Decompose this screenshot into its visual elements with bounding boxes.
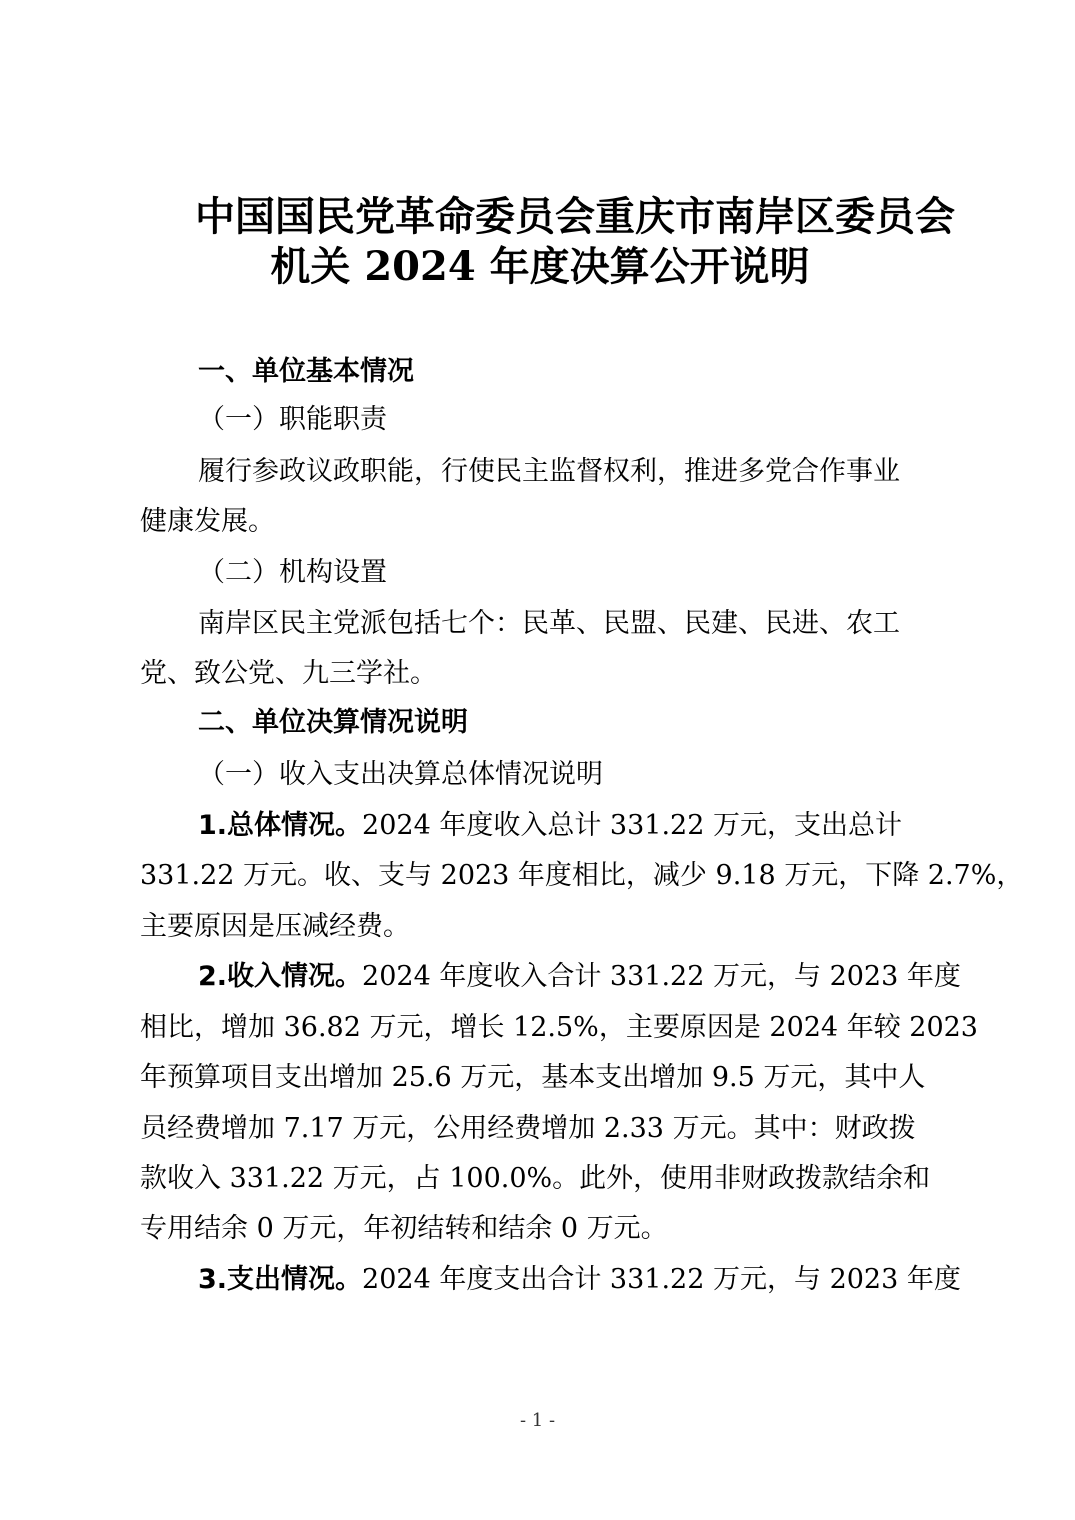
paragraph-income-line1 (198, 957, 961, 997)
page-number: - 1 - (519, 1410, 556, 1431)
paragraph-line: 331.22 万元。收、支与 2023 年度相比，减少 9.18 万元，下降 2.7%， (140, 860, 1024, 891)
paragraph-line: 党、致公党、九三学社。 (140, 658, 437, 689)
paragraph-lead: 2.收入情况。 (198, 961, 363, 992)
paragraph-line: 主要原因是压减经费。 (140, 911, 410, 942)
paragraph-line: 南岸区民主党派包括七个：民革、民盟、民建、民进、农工 (198, 608, 900, 639)
paragraph-line: 款收入 331.22 万元，占 100.0%。此外，使用非财政拨款结余和 (140, 1163, 931, 1194)
paragraph-lead: 1.总体情况。 (198, 810, 363, 841)
section-heading-basic-info: 一、单位基本情况 (198, 356, 414, 387)
paragraph-line: 员经费增加 7.17 万元，公用经费增加 2.33 万元。其中：财政拨 (140, 1113, 916, 1144)
paragraph-line: 相比，增加 36.82 万元，增长 12.5%，主要原因是 2024 年较 2023 (140, 1012, 978, 1043)
paragraph-line: 健康发展。 (140, 506, 275, 537)
paragraph-text: 2024 年度支出合计 331.22 万元，与 2023 年度 (362, 1264, 961, 1295)
document-title-line1: 中国国民党革命委员会重庆市南岸区委员会 (195, 193, 955, 240)
paragraph-overall-line1 (198, 806, 902, 846)
paragraph-expense-line1 (198, 1260, 961, 1300)
document-title-line2: 机关 2024 年度决算公开说明 (270, 243, 810, 290)
paragraph-line: 年预算项目支出增加 25.6 万元，基本支出增加 9.5 万元，其中人 (140, 1062, 926, 1093)
paragraph-line: 履行参政议政职能，行使民主监督权利，推进多党合作事业 (198, 456, 900, 487)
paragraph-lead: 3.支出情况。 (198, 1264, 363, 1295)
paragraph-text: 2024 年度收入合计 331.22 万元，与 2023 年度 (362, 961, 961, 992)
section-heading-budget: 二、单位决算情况说明 (198, 707, 468, 738)
subheading-organization: （二）机构设置 (198, 557, 387, 588)
subheading-functions: （一）职能职责 (198, 404, 387, 435)
paragraph-line: 专用结余 0 万元，年初结转和结余 0 万元。 (140, 1213, 668, 1244)
paragraph-text: 2024 年度收入总计 331.22 万元，支出总计 (362, 810, 902, 841)
subheading-income-expense: （一）收入支出决算总体情况说明 (198, 759, 603, 790)
